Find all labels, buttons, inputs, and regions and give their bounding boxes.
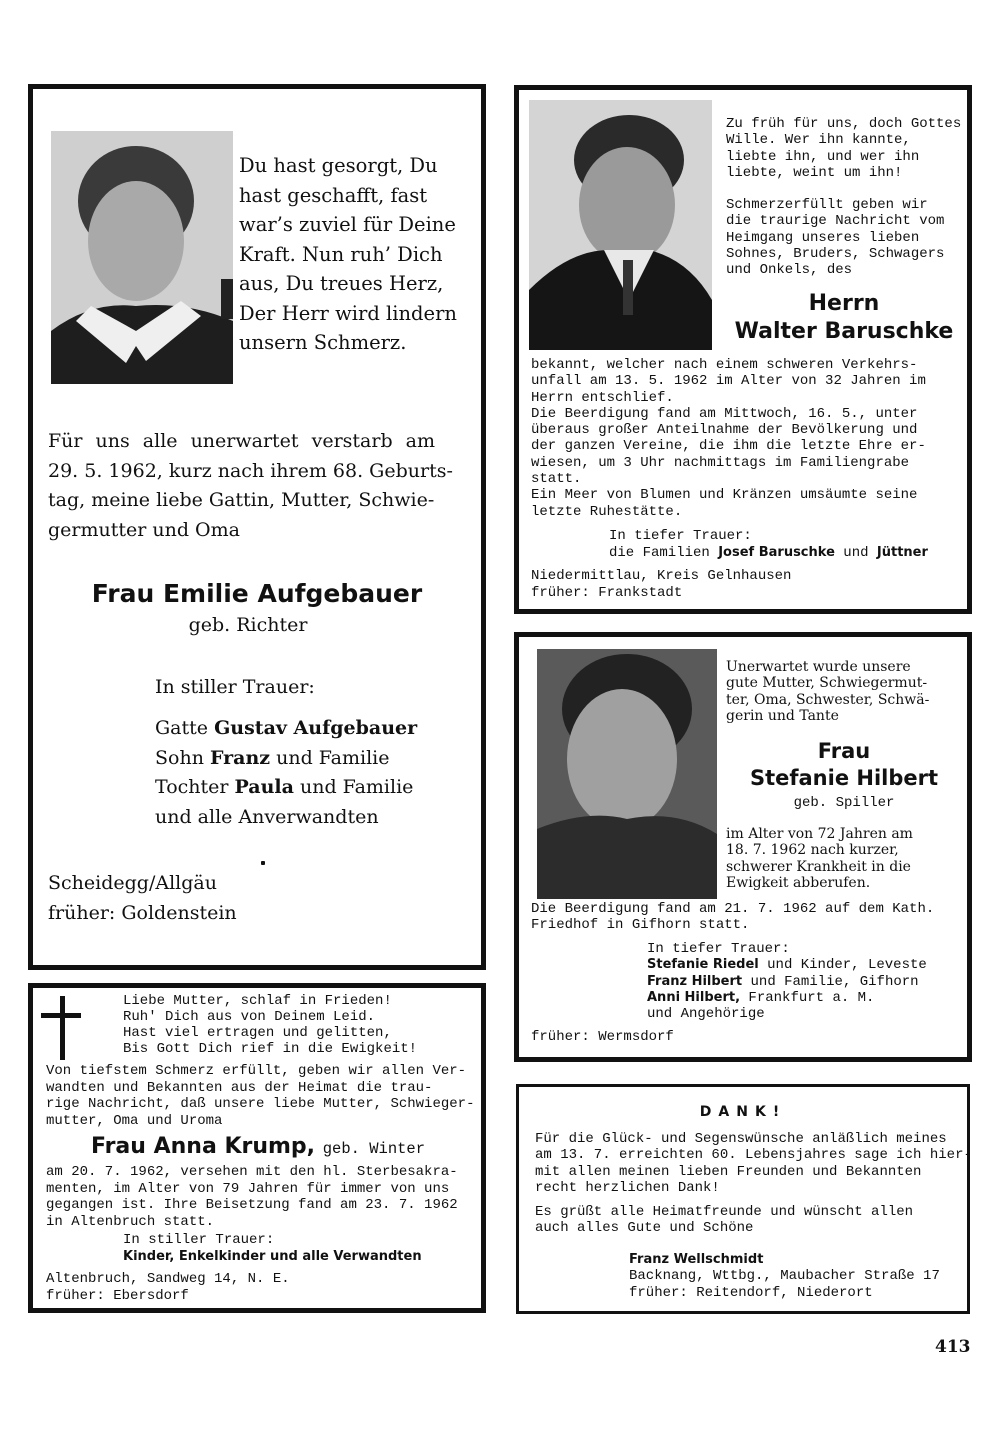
- text-line: überaus großer Anteilnahme der Bevölkerung und: [531, 422, 918, 439]
- text-line: und Onkels, des: [726, 262, 853, 279]
- text-line: in Altenbruch statt.: [46, 1213, 215, 1230]
- text-line: Herrn entschlief.: [531, 389, 674, 406]
- mourning-block: [647, 941, 927, 1022]
- portrait-photo-woman: [51, 131, 233, 384]
- family-relation: Gatte: [155, 717, 215, 739]
- family-line: [155, 803, 417, 833]
- family-name: Paula: [234, 776, 294, 799]
- mourner-name: Josef Baruschke: [718, 544, 835, 560]
- mourning-label: In tiefer Trauer:: [647, 941, 790, 957]
- text-line: Von tiefstem Schmerz erfüllt, geben wir allen Ver-: [46, 1063, 467, 1079]
- deceased-name: Frau Emilie Aufgebauer: [91, 579, 423, 608]
- deceased-title: Frau: [817, 739, 871, 763]
- address: Backnang, Wttbg., Maubacher Straße 17: [629, 1268, 940, 1285]
- poem-line: gute Mutter, Schwiegermut-: [726, 675, 928, 692]
- poem-line: Ruh' Dich aus von Deinem Leid.: [123, 1009, 376, 1025]
- text-line: Die Beerdigung fand am Mittwoch, 16. 5., unter: [531, 405, 918, 422]
- poem-line: Der Herr wird lindern: [239, 301, 457, 325]
- poem-line: unsern Schmerz.: [239, 331, 407, 354]
- former-residence: früher: Ebersdorf: [46, 1287, 189, 1304]
- mourning-block: [609, 528, 928, 561]
- text-line: Es grüßt alle Heimatfreunde und wünscht allen: [535, 1204, 914, 1220]
- text-line: auch alles Gute und Schöne: [535, 1220, 754, 1237]
- poem-line: ter, Oma, Schwester, Schwä-: [726, 691, 930, 708]
- maiden-name: geb. Winter: [322, 1140, 426, 1158]
- family-name: Franz: [209, 746, 271, 769]
- mourner-detail: und Kinder, Leveste: [758, 957, 927, 974]
- poem-line: hast geschafft, fast: [239, 183, 428, 207]
- former-residence: früher: Frankstadt: [531, 584, 683, 601]
- poem-line: Zu früh für uns, doch Gottes: [726, 116, 962, 132]
- family-line: [155, 744, 417, 774]
- poem: [123, 993, 417, 1057]
- mourner-line: [647, 974, 927, 990]
- mourners: [609, 545, 928, 562]
- family-relation: Sohn: [155, 746, 210, 769]
- greeting-text: [535, 1204, 955, 1237]
- text-line: bekannt, welcher nach einem schweren Verkehrs-: [531, 357, 918, 373]
- deceased-name: Frau Anna Krump,: [90, 1134, 316, 1159]
- thanks-text: [535, 1131, 972, 1196]
- poem-line: war’s zuviel für Deine: [239, 213, 456, 236]
- former-residence: früher: Wermsdorf: [531, 1029, 674, 1045]
- mourning-label: In stiller Trauer:: [123, 1232, 275, 1248]
- poem: [726, 659, 929, 724]
- text-line: mit allen meinen lieben Freunden und Bekannten: [535, 1163, 922, 1180]
- place: Scheidegg/Allgäu: [48, 872, 217, 894]
- family-line: [155, 773, 417, 803]
- place: Altenbruch, Sandweg 14, N. E.: [46, 1271, 290, 1287]
- mourner-name: Franz Hilbert: [647, 973, 743, 989]
- mourner-name: Stefanie Riedel: [647, 957, 759, 973]
- obituary-baruschke: [514, 85, 972, 614]
- mourning-block: [123, 1232, 422, 1265]
- page-number: 413: [935, 1337, 971, 1357]
- mourners-conjunction: und: [834, 544, 877, 561]
- family-suffix: und Familie: [270, 746, 390, 769]
- text-line: wiesen, um 3 Uhr nachmittags im Familiengrabe: [531, 454, 910, 471]
- mourning-label: In tiefer Trauer:: [609, 528, 752, 544]
- signature-name: Franz Wellschmidt: [629, 1252, 764, 1267]
- mourner-line: [647, 957, 927, 973]
- text-line: recht herzlichen Dank!: [535, 1179, 720, 1196]
- poem-line: Bis Gott Dich rief in die Ewigkeit!: [123, 1041, 418, 1057]
- thank-you-notice: [516, 1084, 970, 1314]
- mourning-label: In stiller Trauer:: [155, 676, 315, 698]
- maiden-name: geb. Richter: [188, 614, 308, 636]
- deceased-title: Herrn: [808, 291, 880, 316]
- family-relation: Tochter: [155, 776, 235, 799]
- text-line: letzte Ruhestätte.: [531, 503, 683, 520]
- family-list: [155, 714, 417, 833]
- text-line: Sohnes, Bruders, Schwagers: [726, 245, 945, 262]
- announcement-text: [726, 197, 944, 278]
- text-line: mutter, Oma und Uroma: [46, 1112, 223, 1129]
- poem: [726, 116, 961, 181]
- text-line: 18. 7. 1962 nach kurzer,: [726, 842, 899, 859]
- intro-line: 29. 5. 1962, kurz nach ihrem 68. Geburts-: [48, 459, 453, 482]
- death-details: [531, 357, 959, 520]
- text-line: Friedhof in Gifhorn statt.: [531, 917, 750, 934]
- location-block: [46, 1271, 290, 1304]
- notice-title: DANK!: [699, 1104, 787, 1120]
- portrait-photo-man: [529, 100, 712, 350]
- poem-line: liebte ihn, und wer ihn: [726, 148, 920, 165]
- cross-icon: [60, 996, 65, 1060]
- mourner-detail: und Familie, Gifhorn: [742, 973, 919, 990]
- former-residence: früher: Goldenstein: [48, 901, 237, 924]
- text-line: statt.: [531, 471, 582, 488]
- intro-line: tag, meine liebe Gattin, Mutter, Schwie-: [48, 489, 435, 511]
- poem-line: aus, Du treues Herz,: [239, 272, 444, 295]
- text-line: am 20. 7. 1962, versehen mit den hl. Sterbesakra-: [46, 1164, 458, 1180]
- text-line: Ein Meer von Blumen und Kränzen umsäumte seine: [531, 487, 918, 504]
- text-line: der ganzen Vereine, die ihm die letzte Ehre er-: [531, 438, 926, 455]
- poem-line: Liebe Mutter, schlaf in Frieden!: [123, 993, 392, 1009]
- funeral-details: [531, 901, 959, 934]
- text-line: Heimgang unseres lieben: [726, 229, 920, 246]
- poem-line: Unerwartet wurde unsere: [726, 659, 911, 675]
- mourner-detail: Frankfurt a. M.: [740, 989, 875, 1006]
- family-line: [155, 714, 417, 744]
- text-line: Schmerzerfüllt geben wir: [726, 197, 928, 213]
- text-line: gegangen ist. Ihre Beisetzung fand am 23. 7. 1962: [46, 1197, 458, 1213]
- text-line: unfall am 13. 5. 1962 im Alter von 32 Jahren im: [531, 373, 926, 390]
- announcement-text: [46, 1063, 475, 1129]
- death-details: [46, 1164, 472, 1230]
- mourners-prefix: die Familien: [609, 544, 719, 561]
- location-block: [48, 869, 237, 928]
- poem-line: gerin und Tante: [726, 707, 839, 724]
- text-line: menten, im Alter von 79 Jahren für immer von uns: [46, 1180, 450, 1197]
- text-line: Die Beerdigung fand am 21. 7. 1962 auf dem Kath.: [531, 901, 935, 917]
- place: Niedermittlau, Kreis Gelnhausen: [531, 568, 792, 584]
- intro-line: Für uns alle unerwartet verstarb am: [48, 430, 436, 452]
- poem-line: Hast viel ertragen und gelitten,: [123, 1025, 392, 1041]
- text-line: im Alter von 72 Jahren am: [726, 826, 913, 842]
- poem-line: Kraft. Nun ruh’ Dich: [239, 242, 443, 266]
- family-name: Gustav Aufgebauer: [214, 717, 418, 739]
- text-line: die traurige Nachricht vom: [726, 213, 945, 230]
- text-line: rige Nachricht, daß unsere liebe Mutter, Schwieger-: [46, 1096, 475, 1112]
- poem-line: Wille. Wer ihn kannte,: [726, 132, 911, 149]
- poem-line: liebte, weint um ihn!: [726, 164, 903, 181]
- location-block: [531, 568, 791, 601]
- text-line: Für die Glück- und Segenswünsche anläßlich meines: [535, 1131, 947, 1147]
- mourner-line: [647, 1006, 927, 1022]
- obituary-krump: [28, 983, 486, 1313]
- signature-block: [629, 1252, 940, 1301]
- portrait-photo-woman: [537, 649, 717, 899]
- obituary-aufgebauer: [28, 84, 486, 970]
- obituary-hilbert: [514, 632, 972, 1062]
- deceased-name-line: [33, 1134, 483, 1159]
- intro-line: germutter und Oma: [48, 518, 240, 541]
- ink-dot: [261, 861, 265, 865]
- deceased-name: Stefanie Hilbert: [749, 766, 939, 790]
- family-relation: und alle Anverwandten: [155, 806, 379, 829]
- text-line: am 13. 7. erreichten 60. Lebensjahres sage ich hier-: [535, 1147, 972, 1164]
- text-line: wandten und Bekannten aus der Heimat die trau-: [46, 1079, 433, 1096]
- maiden-name: geb. Spiller: [793, 795, 895, 811]
- mourner-name: Anni Hilbert,: [647, 989, 741, 1005]
- mourner-name: Jüttner: [876, 544, 928, 560]
- intro-text: [48, 427, 466, 545]
- death-details: [726, 826, 913, 891]
- mourner-line: [647, 990, 927, 1006]
- family-suffix: und Familie: [293, 776, 414, 799]
- former-residence: früher: Reitendorf, Niederort: [629, 1284, 873, 1301]
- mourners: Kinder, Enkelkinder und alle Verwandten: [123, 1248, 422, 1264]
- text-line: Ewigkeit abberufen.: [726, 874, 871, 891]
- cross-icon-bar: [41, 1013, 81, 1018]
- text-line: schwerer Krankheit in die: [726, 858, 911, 875]
- poem-line: Du hast gesorgt, Du: [239, 154, 438, 177]
- deceased-name: Walter Baruschke: [734, 319, 954, 344]
- poem: [239, 151, 457, 358]
- mourner-detail: und Angehörige: [647, 1006, 765, 1023]
